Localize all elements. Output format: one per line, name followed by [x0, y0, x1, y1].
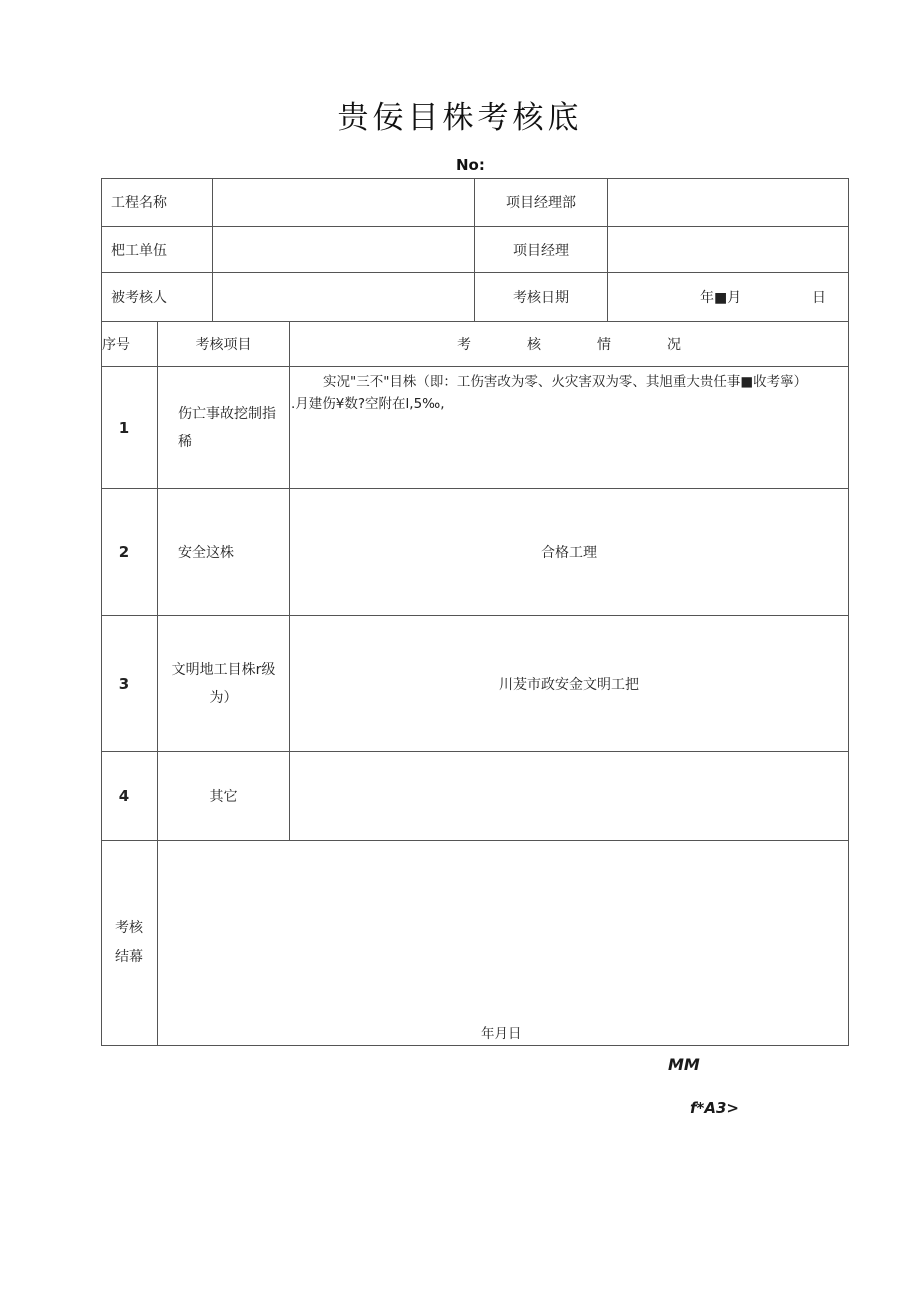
col-header-status	[290, 322, 848, 366]
conclusion-label-line1: 考核	[115, 920, 143, 936]
date-year-month: 年■月	[700, 290, 742, 306]
work-unit-label: 杷工单伍	[111, 242, 167, 259]
row-2-seq: 2	[118, 543, 130, 561]
project-manager-label: 项目经理	[513, 242, 569, 259]
row-1-status-line2: .月建伤¥数?空附在l,5‰,	[291, 396, 445, 412]
table-border-bottom	[101, 1045, 849, 1046]
serial-number-label: No:	[456, 156, 485, 174]
row-3-status: 川茇市政安金文明工把	[499, 676, 639, 693]
conclusion-date: 年月日	[481, 1026, 522, 1042]
row-4-item: 其它	[209, 789, 238, 805]
project-manager-value[interactable]	[608, 227, 848, 272]
footer-mark: MM	[668, 1055, 700, 1074]
assessment-table	[101, 178, 849, 1046]
col-header-status-char: 况	[667, 337, 681, 353]
row-1-item: 伤亡事故挖制指稀	[178, 405, 276, 450]
col-header-seq: 序号	[102, 337, 130, 353]
project-dept-label: 项目经理部	[506, 195, 576, 211]
date-day: 日	[812, 290, 826, 306]
table-border-right	[848, 178, 849, 1046]
conclusion-content[interactable]	[158, 841, 848, 1045]
project-dept-value[interactable]	[608, 178, 848, 226]
row-1-seq: 1	[118, 418, 130, 437]
document-title: 贵佞目株考核底	[337, 100, 583, 136]
project-name-value[interactable]	[213, 178, 474, 226]
row-3-item: 文明地工目株r级为）	[171, 661, 276, 706]
conclusion-label	[101, 841, 157, 1045]
assess-date-value[interactable]	[608, 273, 848, 321]
row-4-status[interactable]	[290, 752, 848, 840]
row-3-seq: 3	[118, 674, 130, 693]
row-2-item: 安全这株	[178, 545, 234, 561]
footer-code: f*A3>	[690, 1099, 739, 1117]
assessee-value[interactable]	[213, 273, 474, 321]
assess-date-label: 考核日期	[513, 290, 569, 306]
row-2-status: 合格工理	[541, 545, 597, 561]
assessee-label: 被考核人	[111, 290, 167, 306]
col-header-status-char: 核	[527, 337, 541, 353]
conclusion-label-line2: 结幕	[115, 949, 143, 965]
col-header-item: 考核项目	[195, 337, 252, 353]
col-header-status-char: 考	[457, 337, 471, 353]
row-1-status-line1: 实况"三不"目株（即：工伤害改为零、火灾害双为零、其旭重大贵任事■收考寧）	[323, 374, 808, 390]
work-unit-value[interactable]	[213, 227, 474, 272]
project-name-label: 工程名称	[111, 195, 167, 211]
col-header-status-char: 情	[597, 337, 611, 353]
row-4-seq: 4	[118, 787, 130, 805]
